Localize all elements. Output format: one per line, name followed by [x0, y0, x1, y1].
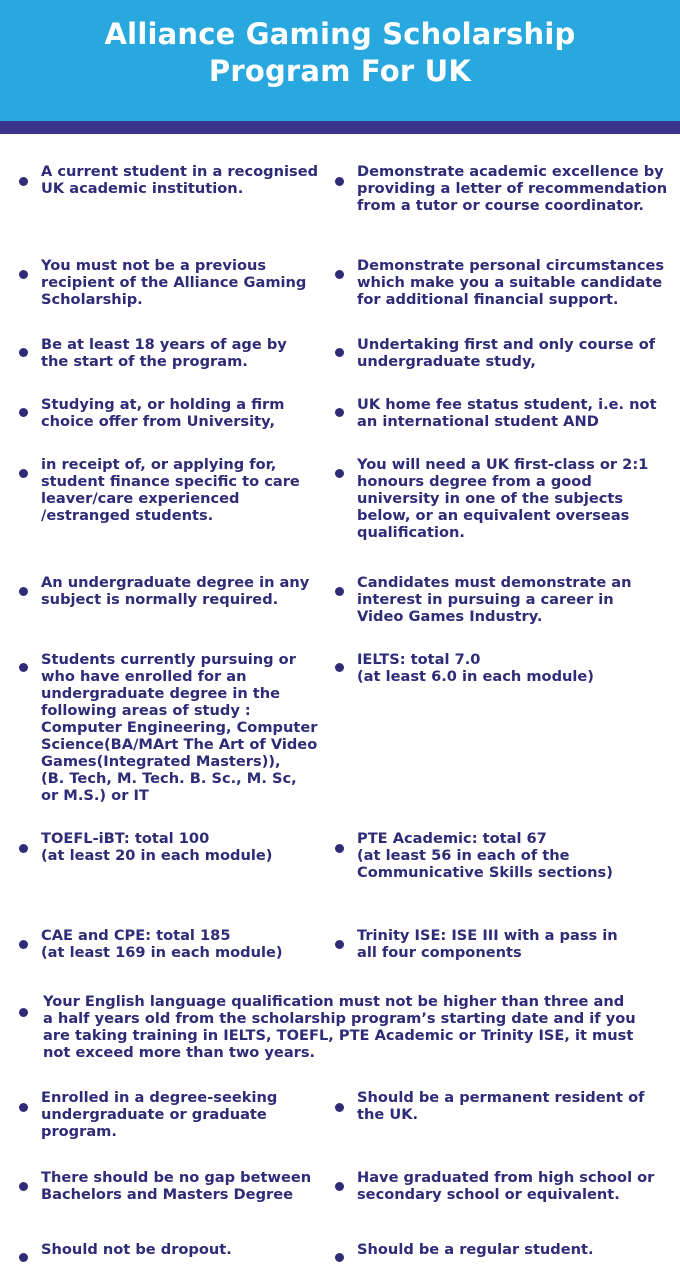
criterion-right: IELTS: total 7.0 (at least 6.0 in each module) [357, 651, 594, 685]
criterion-right: Demonstrate academic excellence by providing a letter of recommendation from a tutor or course coordinator. [357, 163, 668, 214]
criterion-right: Undertaking first and only course of undergraduate study, [357, 336, 656, 370]
criterion-right: Should be a permanent resident of the UK. [357, 1089, 645, 1123]
bullet-icon [335, 1103, 344, 1112]
criterion-left: in receipt of, or applying for, student finance specific to care leaver/care experienced /estranged students. [41, 456, 300, 524]
bullet-icon [335, 1253, 344, 1262]
bullet-icon [19, 1103, 28, 1112]
criterion-left: Studying at, or holding a firm choice offer from University, [41, 396, 285, 430]
criterion-left: An undergraduate degree in any subject is normally required. [41, 574, 310, 608]
criterion-right: Candidates must demonstrate an interest in pursuing a career in Video Games Industry. [357, 574, 632, 625]
bullet-icon [335, 587, 344, 596]
header-divider-band [0, 121, 680, 134]
page-title [0, 16, 680, 90]
bullet-icon [19, 663, 28, 672]
bullet-icon [335, 940, 344, 949]
criterion-right: Trinity ISE: ISE III with a pass in all four components [357, 927, 618, 961]
bullet-icon [19, 177, 28, 186]
criterion-left: TOEFL-iBT: total 100 (at least 20 in each module) [41, 830, 273, 864]
criterion-right: You will need a UK first-class or 2:1 honours degree from a good university in one of the subjects below, or an equivalent overseas qualification. [357, 456, 649, 541]
bullet-icon [19, 408, 28, 417]
bullet-icon [335, 844, 344, 853]
bullet-icon [19, 940, 28, 949]
bullet-icon [19, 270, 28, 279]
bullet-icon [335, 1182, 344, 1191]
criterion-right: Demonstrate personal circumstances which make you a suitable candidate for additional financial support. [357, 257, 665, 308]
criterion-left: There should be no gap between Bachelors and Masters Degree [41, 1169, 312, 1203]
bullet-icon [335, 469, 344, 478]
criterion-right: Have graduated from high school or secondary school or equivalent. [357, 1169, 655, 1203]
bullet-icon [335, 270, 344, 279]
bullet-icon [335, 663, 344, 672]
title-line-1: Alliance Gaming Scholarship [104, 17, 576, 51]
bullet-icon [335, 408, 344, 417]
bullet-icon [19, 1253, 28, 1262]
criterion-left: Enrolled in a degree-seeking undergraduate or graduate program. [41, 1089, 278, 1140]
bullet-icon [19, 1182, 28, 1191]
criterion-left: CAE and CPE: total 185 (at least 169 in each module) [41, 927, 283, 961]
criterion-right: PTE Academic: total 67 (at least 56 in each of the Communicative Skills sections) [357, 830, 613, 881]
criterion-left: Students currently pursuing or who have enrolled for an undergraduate degree in the following areas of study : Computer Engineering, Computer Science(BA/MArt The Art of Video Games(Integrated Masters)), (B. Tech, M. Tech. B. Sc., M. Sc, or M.S.) or IT [41, 651, 318, 804]
criterion-full-width: Your English language qualification must not be higher than three and a half years old from the scholarship program’s starting date and if you are taking training in IELTS, TOEFL, PTE Academic or Trinity ISE, it must not exceed more than two years. [43, 993, 636, 1061]
bullet-icon [19, 844, 28, 853]
criterion-left: A current student in a recognised UK academic institution. [41, 163, 319, 197]
criterion-left: Be at least 18 years of age by the start of the program. [41, 336, 287, 370]
bullet-icon [19, 348, 28, 357]
criterion-right: Should be a regular student. [357, 1241, 594, 1258]
header-banner [0, 0, 680, 121]
bullet-icon [335, 348, 344, 357]
criterion-left: You must not be a previous recipient of the Alliance Gaming Scholarship. [41, 257, 307, 308]
title-line-2: Program For UK [208, 54, 472, 88]
bullet-icon [19, 587, 28, 596]
bullet-icon [335, 177, 344, 186]
bullet-icon [19, 1008, 28, 1017]
bullet-icon [19, 469, 28, 478]
criterion-right: UK home fee status student, i.e. not an international student AND [357, 396, 657, 430]
criterion-left: Should not be dropout. [41, 1241, 232, 1258]
